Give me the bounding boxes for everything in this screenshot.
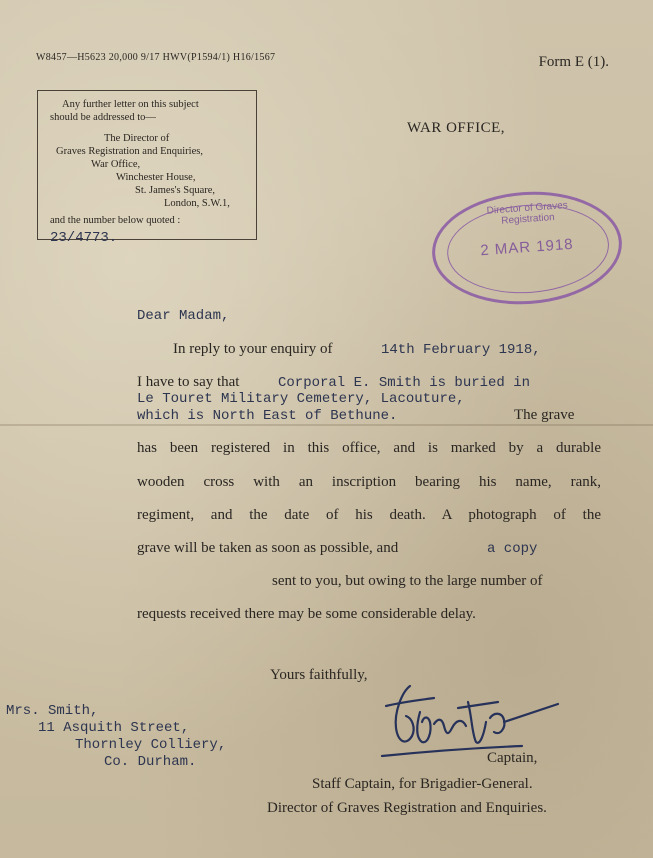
copy-fill-in: a copy [487,541,538,557]
letter-text: The grave [514,407,575,423]
address-line: St. James's Square, [135,185,216,196]
address-line: Graves Registration and Enquiries, [56,146,203,157]
letter-text: sent to you, but owing to the large number of [272,573,543,589]
office-heading: WAR OFFICE, [407,120,506,136]
letter-text: wooden cross with an inscription bearing his name, rank, [137,474,601,490]
form-number: Form E (1). [538,54,609,70]
closing: Yours faithfully, [270,667,368,683]
reference-number: 23/4773. [50,230,118,246]
address-line: London, S.W.1, [164,198,230,209]
paper-fold [0,424,653,426]
signatory-title: Staff Captain, for Brigadier-General. [312,776,533,792]
cemetery-name: Le Touret Military Cemetery, Lacouture, [137,391,465,407]
print-code: W8457—H5623 20,000 9/17 HWV(P1594/1) H16/1567 [36,52,276,63]
letter-text: regiment, and the date of his death. A photograph of the [137,507,601,523]
date-stamp [428,186,625,311]
salutation: Dear Madam, [137,308,230,324]
letter-text: requests received there may be some considerable delay. [137,606,476,622]
recipient-county: Co. Durham. [104,754,197,770]
letter-text: grave will be taken as soon as possible, and [137,540,399,556]
address-line: Winchester House, [116,172,196,183]
recipient-town: Thornley Colliery, [75,737,227,753]
stamp-date: 2 MAR 1918 [479,235,575,260]
address-box [37,90,257,240]
letter-text: has been registered in this office, and is marked by a durable [137,440,601,456]
stamp-text: Director of Graves Registration [486,200,569,227]
recipient-name: Mrs. Smith, [6,703,99,719]
signatory-rank: Captain, [487,750,538,766]
soldier-name: Corporal E. Smith is buried in [278,375,531,391]
cemetery-location: which is North East of Bethune. [137,408,398,424]
address-line: The Director of [104,133,170,144]
address-line: and the number below quoted : [50,215,181,226]
signatory-office: Director of Graves Registration and Enquiries. [267,800,547,816]
letter-text: In reply to your enquiry of [173,341,333,357]
address-line: War Office, [91,159,141,170]
signature-image [372,672,572,777]
enquiry-date: 14th February 1918, [381,342,541,358]
letter-text: I have to say that [137,374,240,390]
address-line: should be addressed to— [50,112,156,123]
recipient-street: 11 Asquith Street, [38,720,190,736]
address-line: Any further letter on this subject [62,99,199,110]
